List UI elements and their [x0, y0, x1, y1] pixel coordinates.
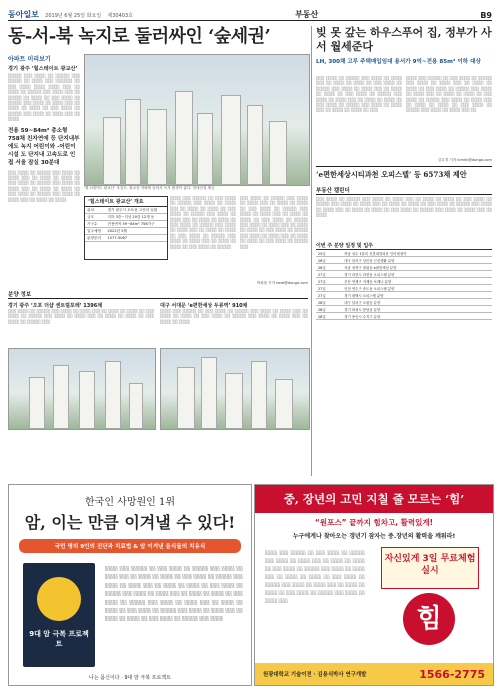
building-shape [105, 361, 121, 429]
right-headline: 빚 못 갚는 하우스푸어 집, 정부가 사서 월세준다 [316, 26, 492, 53]
ad-left-header: 한국인 사망원인 1위 [85, 497, 175, 508]
ad-right-headline: 중, 장년의 고민 지칠 줄 모르는 ‘힘’ [255, 485, 493, 513]
lower-left-text: ░░░ ░░░░ ░░ ░░░░░ ░░░ ░░░░ ░░ ░░░░ ░░░ ░░ ░░░░ ░░ ░░░░ ░░ ░░░ ░░░░ ░░ ░░░░░ ░░░ ░░░░ ░░ ░░░░ ░░░ ░░ ░░░░ ░░ ░░░░ ░░ ░░░ ░░░░ ░░ ░░░░░ ░░░ [8, 309, 154, 324]
book-advertisement[interactable] [8, 484, 252, 686]
lower-section-header [8, 290, 308, 299]
book-cover [23, 563, 95, 667]
photo-caption: ‘힐스테이트 광교산’ 조감도. 광교산 자락에 들어서 녹지 환경이 좋다. 현대건설 제공 [84, 186, 215, 190]
building-shape [247, 105, 263, 185]
calendar-date: 25일 [316, 250, 342, 257]
building-shape [29, 377, 45, 429]
column-divider [311, 26, 312, 476]
lower-right-photo [160, 348, 310, 430]
calendar-heading: 부동산 캘린더 [316, 186, 492, 195]
right-story-col1: ░░░ ░░░░ ░░ ░░░░░ ░░░ ░░░░ ░░ ░░░░ ░░░ ░░ ░░░░ ░░ ░░░░ ░░ ░░░ ░░░░ ░░ ░░░░░ ░░░ ░░░░ ░░ ░░░░ ░░░ ░░ ░░░░ ░░ ░░░░ ░░ ░░░ ░░░░ ░░ ░░░░░ ░░░ ░░░░ ░░ ░░░░ ░░░ ░░ ░░░░ ░░ ░░░░ ░░ ░░░ ░░░░ ░░ ░░░░░ ░░░ ░░░░ ░░ ░░░░ ░░░ ░░ ░░░░ ░░ ░░░░ ░░ ░░░ [316, 76, 402, 113]
ad-right-sub: “원포스” 끝까지 힘차고, 활력있게! [314, 518, 434, 527]
calendar-event: 하남 성수 1블록 신혼희망타운 인터넷청약 [342, 250, 492, 257]
book-cover-emblem [37, 577, 81, 621]
building-shape [147, 109, 167, 185]
lower-left-photo [8, 348, 156, 430]
building-shape [201, 357, 217, 429]
calendar-date: 27일 [316, 271, 342, 278]
building-shape [79, 371, 95, 429]
page-number: B9 [480, 11, 492, 20]
calendar-date: 27일 [316, 278, 342, 285]
calendar-date: 28일 [316, 313, 342, 320]
book-title: 9대 암 극복 프로젝트 [29, 630, 89, 648]
overview-value: 전용면적 59~84m² 758가구 [105, 221, 167, 228]
right-lead: LH, 300채 고루 주택매입임대 용서가 9억~전용 85m² 이하 대상 [316, 59, 481, 65]
overview-value: 지하 3층~지상 20층 12개 동 [105, 214, 167, 221]
building-shape [197, 113, 213, 185]
building-shape [275, 379, 293, 429]
project-overview-box [84, 196, 168, 260]
building-shape [175, 91, 193, 185]
calendar-event: 대구 달서구 도원동 분양 [342, 299, 492, 306]
overview-key: 위치 [85, 207, 105, 214]
free-trial-badge[interactable] [381, 547, 479, 589]
section-name: 부동산 [295, 10, 319, 19]
lower-story-right [160, 302, 308, 430]
ad-right-list [265, 549, 365, 645]
building-shape [125, 99, 141, 185]
calendar-event: 인천 연수구 송도동 오피스텔 분양 [342, 285, 492, 292]
overview-title: ‘힐스테이트 광교산’ 개요 [85, 197, 167, 207]
story-body-text-2: ░░░ ░░░░ ░░ ░░░░░ ░░░ ░░░░ ░░ ░░░░ ░░░ ░░ ░░░░ ░░ ░░░░ ░░ ░░░ ░░░░ ░░ ░░░░░ ░░░ ░░░░ ░░ ░░░░ ░░░ ░░ ░░░░ ░░ ░░░░ ░░ ░░░ ░░░░ ░░ ░░░░░ ░░░ ░░░░ ░░ ░░░░ ░░░ ░░ ░░░░ ░░ ░░░░ [8, 170, 80, 202]
overview-key: 입주예정 [85, 228, 105, 235]
right-byline: 김호경 기자 kimhk@donga.com [437, 158, 492, 162]
building-shape [251, 361, 267, 429]
masthead [8, 6, 492, 21]
calendar-event: 경기 과천시 과천동 오피스텔 분양 [342, 271, 492, 278]
ad-right-brand: 원광대학교 기술이전 · 김용식박사 연구개발 [263, 672, 367, 678]
calendar-date: 27일 [316, 285, 342, 292]
building-shape [269, 121, 287, 185]
overview-value: 경기 광주시 오포읍 고산리 일원 [105, 207, 167, 214]
overview-table [85, 207, 167, 242]
calendar-date: 28일 [316, 299, 342, 306]
lower-story-left [8, 302, 154, 430]
calendar-intro-text: ░░░ ░░░░ ░░ ░░░░░ ░░░ ░░░░ ░░ ░░░░ ░░░ ░░ ░░░░ ░░ ░░░░ ░░ ░░░ ░░░░ ░░ ░░░░░ ░░░ ░░░░ ░░ ░░░░ ░░░ ░░ ░░░░ ░░ ░░░░ ░░ ░░░ ░░░░ ░░ ░░░░░ ░░░ ░░░░ ░░ ░░░░ ░░░ ░░ ░░░░ ░░ ░░░░ ░░ ░░░ ░░░░ ░░ ░░░░░ ░░░ ░░░░ ░░ ░░░░ ░░░ ░░ ░░░░ [316, 197, 492, 218]
calendar-event: 서울 성북구 장위동 e편한세상 분양 [342, 264, 492, 271]
building-shape [221, 95, 241, 185]
calendar-event: 부산 연제구 거제동 포레나 분양 [342, 278, 492, 285]
ad-right-list-text: ░░░░ ░░░ ░░░░░ ░░ ░░░ ░░░░ ░░ ░░░░░ ░░░ ░░░░ ░░ ░░░░ ░░░ ░░ ░░░░ ░░ ░░░░ ░░ ░░░ ░░░░ ░░ ░░░░░ ░░░ ░░░░ ░░ ░░░░ ░░░ ░░ ░░░░ ░░ ░░░░ ░░ ░░░ ░░░░ ░░ ░░░░░ ░░░ ░░░░ ░░ ░░░░ ░░░ ░░ ░░░░ ░░ ░░░░ ░░ ░░░ ░░░░ ░░ ░░░░░ ░░░ ░░░░ ░░ ░░░░ ░░░ [265, 550, 365, 603]
calendar-event: 경기 화성시 봉담읍 분양 [342, 306, 492, 313]
calendar-date: 26일 [316, 257, 342, 264]
main-headline: 동-서-북 녹지로 둘러싸인 ‘숲세권’ [8, 26, 271, 47]
building-shape [103, 117, 121, 185]
building-shape [53, 365, 69, 429]
ad-right-sticker: 힘 [403, 593, 455, 645]
pull-quote: 전용 59~84m² 총소형 758채 친자연에 등 단지내부에도 녹지 어린이와 -어린이시설 도 단지내 고속도로 인접 서울 잠실 30분대 [8, 127, 80, 166]
free-trial-text: 자신있게 3일 무료체험 실시 [384, 554, 476, 576]
lower-right-text: ░░░░ ░░░ ░░░░░ ░░ ░░░ ░░░░ ░░ ░░░░░ ░░░ ░░░░ ░░ ░░░░ ░░░ ░░ ░░░░ ░░ ░░░░ ░░ ░░░ ░░░░ ░░ ░░░░░ ░░░ ░░░░ ░░ ░░░░ ░░░ ░░ ░░░░ ░░ ░░░░ [160, 309, 308, 324]
building-shape [225, 373, 243, 429]
calendar-table-title: 이번 주 분양 일정 및 입주 [316, 242, 492, 250]
lower-left-title: 경기 광주 ‘오포 더샵 센트럴포레’ 1396채 [8, 303, 103, 309]
ad-right-footer [255, 663, 493, 685]
ad-left-list-text: ░░░░ ░░░ ░░░░░ ░░ ░░░ ░░░░ ░░ ░░░░░ ░░░ ░░░░ ░░ ░░░░ ░░░ ░░ ░░░░ ░░ ░░░░ ░░ ░░░ ░░░░ ░░ ░░░░░ ░░░ ░░░░ ░░ ░░░░ ░░░ ░░ ░░░░ ░░ ░░░░ ░░ ░░░ ░░░░ ░░ ░░░░░ ░░░ ░░░░ ░░ ░░░░ ░░░ ░░ ░░░░ ░░ ░░░░ ░░ ░░░ ░░░░ ░░ ░░░░░ ░░░ ░░░░ ░░ ░░░░ ░░░ ░░ ░░░░ ░░ ░░░░ ░░ ░░░ ░░░░ ░░ ░░░░░ ░░░ ░░░░ ░░ ░░░░ ░░░ ░░ ░░░░ ░░ ░░░░ ░░ ░░░ ░░░░ ░░ ░░░░░ ░░░ ░░░░ [105, 566, 243, 622]
ad-left-footer: 나는 몸신이다 · 9대 암 극복 프로젝트 [89, 675, 171, 681]
issue-date: 2019년 6월 25일 화요일 [45, 13, 102, 19]
calendar-event: 대구 달서구 상인동 근린생활 분양 [342, 257, 492, 264]
building-shape [129, 383, 143, 429]
calendar-table [316, 250, 492, 320]
story-body-text: ░░░░░ ░░░ ░░░░ ░░ ░░░░░ ░░░ ░░░░░ ░░ ░░░░ ░░░ ░░░░░░ ░░ ░░░ ░░░░ ░░░░ ░░░░ ░░░ ░░ ░░░░ ░░ ░░░░░ ░░░ ░░░░ ░░░ ░░ ░░░░░ ░░ ░░░░ ░░ ░░░ ░░░░ ░░ ░░░░░ ░░░ ░░░░ ░░ ░░░░ ░░░ ░░ ░░░░ ░░ ░░░░ ░░ ░░░ ░░░░ ░░ ░░░░░ ░░░ ░░░░ ░░ ░░░░ ░░░ ░░ ░░░░ [8, 74, 80, 122]
overview-key: 분양문의 [85, 235, 105, 242]
lower-section-title: 분양 정보 [8, 290, 308, 299]
ad-right-slogan: 누구에게나 찾아오는 갱년기 잠자는 중.장년의 활력을 깨워라! [292, 533, 456, 540]
building-shape [177, 367, 195, 429]
right-story-col2: ░░░░ ░░░ ░░░░░ ░░ ░░░ ░░░░ ░░ ░░░░░ ░░░ ░░░░ ░░ ░░░░ ░░░ ░░ ░░░░ ░░ ░░░░ ░░ ░░░ ░░░░ ░░ ░░░░░ ░░░ ░░░░ ░░ ░░░░ ░░░ ░░ ░░░░ ░░ ░░░░ ░░ ░░░ ░░░░ ░░ ░░░░░ ░░░ ░░░░ ░░ ░░░░ ░░░ ░░ ░░░░ ░░ ░░░░ ░░ ░░░ ░░░░ ░░ ░░░░░ ░░░ ░░░░ ░░ ░░░░ ░░░ ░░ [406, 76, 492, 113]
ad-left-headline: 암, 이는 만큼 이겨낼 수 있다! [24, 513, 236, 532]
calendar-section [316, 186, 492, 320]
story-kicker: 아파트 미리보기 [8, 56, 51, 63]
calendar-date: 27일 [316, 292, 342, 299]
story-body-col3: ░░░ ░░░░ ░░ ░░░░░ ░░░ ░░░░ ░░ ░░░░ ░░░ ░░ ░░░░ ░░ ░░░░ ░░ ░░░ ░░░░ ░░ ░░░░░ ░░░ ░░░░ ░░ ░░░░ ░░░ ░░ ░░░░ ░░ ░░░░ ░░ ░░░ ░░░░ ░░ ░░░░░ ░░░ ░░░░ ░░ ░░░░ ░░░ ░░ ░░░░ ░░ ░░░░ ░░ ░░░ ░░░░ ░░ ░░░░░ ░░░ ░░░░ ░░ ░░░░ ░░░ ░░ ░░░░ ░░ ░░░░ ░░ ░░░ ░░░░ ░░ ░░░░░ ░░░ [240, 196, 308, 249]
lower-right-title: 대구 서대문 ‘e편한세상 두류역’ 910채 [160, 303, 248, 309]
overview-value: 2022년 5월 [105, 228, 167, 235]
story-subhead: 경기 광주 ‘힐스테이트 광교산’ [8, 66, 78, 72]
overview-key: 규모 [85, 214, 105, 221]
calendar-event: 경기 용인시 수지구 분양 [342, 313, 492, 320]
ad-left-list [105, 565, 243, 624]
calendar-date: 28일 [316, 306, 342, 313]
calendar-event: 경기 평택시 오피스텔 분양 [342, 292, 492, 299]
right-headline-2: ‘e편한세상시티과천 오피스텔’ 등 6573채 제안 [316, 166, 492, 180]
overview-key: 가구수 [85, 221, 105, 228]
supplement-advertisement[interactable] [254, 484, 494, 686]
main-byline: 박희창 기자 beat@donga.com [256, 281, 308, 285]
publication-name: 동아일보 [8, 9, 39, 19]
main-story-col1 [8, 54, 80, 280]
apartment-rendering-photo [84, 54, 310, 186]
calendar-date: 26일 [316, 264, 342, 271]
overview-value: 1577-5067 [105, 235, 167, 242]
ad-right-phone[interactable]: 1566-2775 [419, 667, 485, 681]
issue-number: 제30403호 [107, 13, 133, 19]
ad-left-ribbon: 국민 명의 9인의 진단과 치료법 & 암 이겨낸 음식들의 치유식 [19, 539, 241, 553]
story-body-col2: ░░░░ ░░░ ░░░░░ ░░ ░░░ ░░░░ ░░ ░░░░░ ░░░ ░░░░ ░░ ░░░░ ░░░ ░░ ░░░░ ░░ ░░░░ ░░ ░░░ ░░░░ ░░ ░░░░░ ░░░ ░░░░ ░░ ░░░░ ░░░ ░░ ░░░░ ░░ ░░░░ ░░ ░░░ ░░░░ ░░ ░░░░░ ░░░ ░░░░ ░░ ░░░░ ░░░ ░░ ░░░░ ░░ ░░░░ ░░ ░░░ ░░░░ ░░ ░░░░░ ░░░ ░░░░ ░░ ░░░░ ░░░ ░░ ░░░░ ░░ ░░░░ ░░ ░░░ ░░░░ ░░ ░░░░░ [170, 196, 236, 249]
